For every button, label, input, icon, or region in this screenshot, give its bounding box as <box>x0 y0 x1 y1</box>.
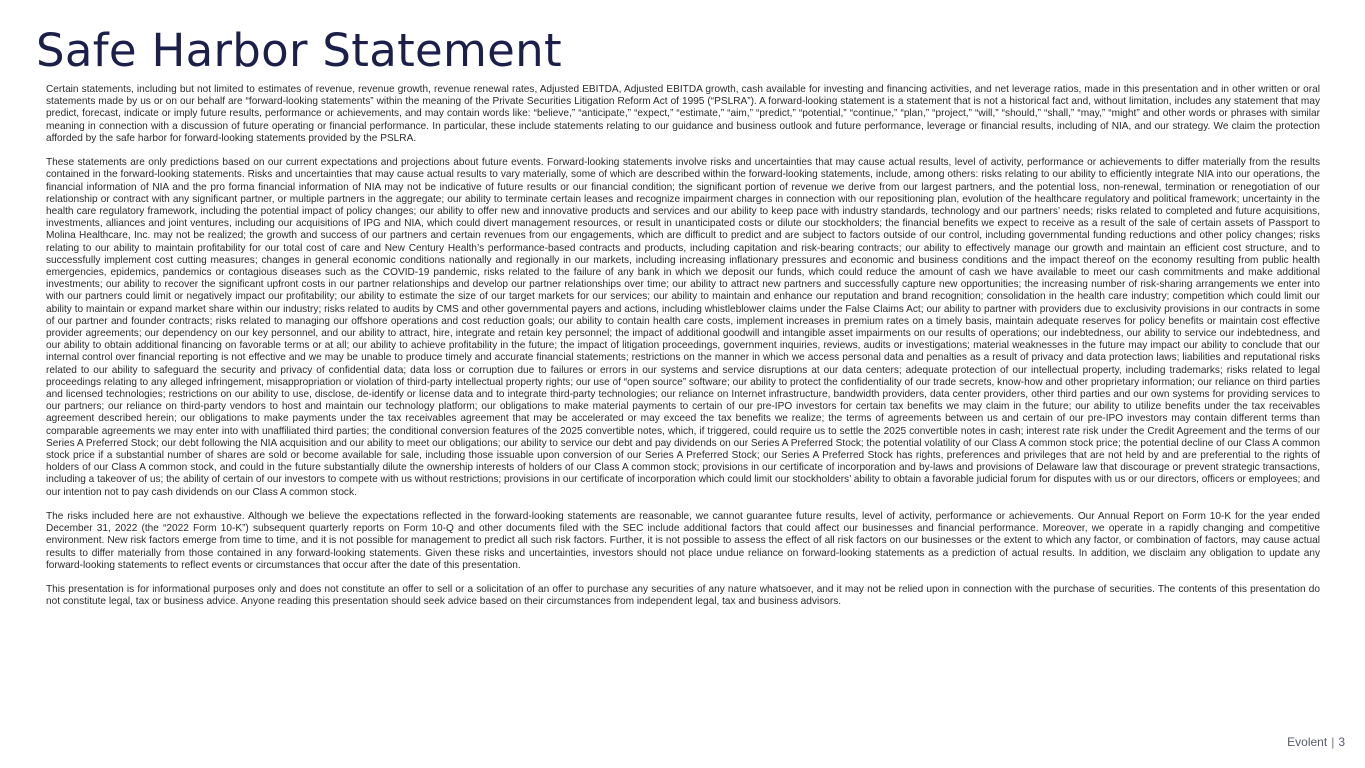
safe-harbor-body <box>46 84 1320 609</box>
slide-footer <box>1287 735 1345 749</box>
footer-separator: | <box>1331 735 1335 749</box>
page-title: Safe Harbor Statement <box>36 24 562 77</box>
paragraph-risks-and-uncertainties: These statements are only predictions based on our current expectations and projections about future events. Forward-looking statements involve risks and uncertainties that may cause actual results, level of activity, performance or achievements to differ materially from the results contained in the forward-looking statements. Risks and uncertainties that may cause actual results to vary materially, some of which are described within the forward-looking statements, include, among others: risks relating to our ability to efficiently integrate NIA into our operations, the financial information of NIA and the pro forma financial information of NIA may not be indicative of future results or our financial condition; the significant portion of revenue we derive from our largest partners, and the potential loss, non-renewal, termination or renegotiation of our relationship or contract with any significant partner, or multiple partners in the aggregate; our ability to terminate certain leases and recognize impairment charges in connection with our repositioning plan, evolution of the healthcare regulatory and political framework; uncertainty in the health care regulatory framework, including the potential impact of policy changes; our ability to offer new and innovative products and services and our ability to keep pace with industry standards, technology and our partners’ needs; risks related to completed and future acquisitions, investments, alliances and joint ventures, including our acquisitions of IPG and NIA, which could divert management resources, or result in unanticipated costs or dilute our stockholders; the financial benefits we expect to receive as a result of the sale of certain assets of Passport to Molina Healthcare, Inc. may not be realized; the growth and success of our partners and certain revenues from our engagements, which are difficult to predict and are subject to factors outside of our control, including governmental funding reductions and other policy changes; risks relating to our ability to maintain profitability for our total cost of care and New Century Health’s performance-based contracts and products, including capitation and risk-bearing contracts; our ability to effectively manage our growth and maintain an efficient cost structure, and to successfully implement cost cutting measures; changes in general economic conditions nationally and regionally in our markets, including increasing inflationary pressures and economic and business conditions and the impact thereof on the economy resulting from public health emergencies, epidemics, pandemics or contagious diseases such as the COVID-19 pandemic, risks related to the failure of any bank in which we deposit our funds, which could reduce the amount of cash we have available to meet our cash commitments and make additional investments; our ability to recover the significant upfront costs in our partner relationships and develop our partner relationships over time; our ability to attract new partners and successfully capture new opportunities; the increasing number of risk-sharing arrangements we enter into with our partners could limit or negatively impact our profitability; our ability to estimate the size of our target markets for our services; our ability to maintain and enhance our reputation and brand recognition; consolidation in the health care industry; competition which could limit our ability to maintain or expand market share within our industry; risks related to audits by CMS and other governmental payers and actions, including whistleblower claims under the False Claims Act; our ability to partner with providers due to exclusivity provisions in our contracts in some of our partner and founder contracts; risks related to managing our offshore operations and cost reduction goals; our ability to contain health care costs, implement increases in premium rates on a timely basis, maintain adequate reserves for policy benefits or maintain cost effective provider agreements; our dependency on our key personnel, and our ability to attract, hire, integrate and retain key personnel; the impact of additional goodwill and intangible asset impairments on our results of operations; our indebtedness, our ability to service our indebtedness, and our ability to obtain additional financing on favorable terms or at all; our ability to achieve profitability in the future; the impact of litigation proceedings, government inquiries, reviews, audits or investigations; material weaknesses in the future may impact our ability to conclude that our internal control over financial reporting is not effective and we may be unable to produce timely and accurate financial statements; restrictions on the manner in which we access personal data and penalties as a result of privacy and data protection laws; liabilities and reputational risks related to our ability to safeguard the security and privacy of confidential data; data loss or corruption due to failures or errors in our systems and service disruptions at our data centers; adequate protection of our intellectual property, including trademarks; risks related to legal proceedings relating to any alleged infringement, misappropriation or violation of third-party intellectual property rights; our use of “open source” software; our ability to protect the confidentiality of our trade secrets, know-how and other proprietary information; our reliance on third parties and licensed technologies; restrictions on our ability to use, disclose, de-identify or license data and to integrate third-party technologies; our reliance on Internet infrastructure, bandwidth providers, data center providers, other third parties and our own systems for providing services to our partners; our reliance on third-party vendors to host and maintain our technology platform; our obligations to make material payments to certain of our pre-IPO investors for certain tax benefits we may claim in the future; our ability to utilize benefits under the tax receivables agreement described herein; our obligations to make payments under the tax receivables agreement that may be accelerated or may exceed the tax benefits we realize; the terms of agreements between us and certain of our pre-IPO investors may contain different terms than comparable agreements we may enter into with unaffiliated third parties; the conditional conversion features of the 2025 convertible notes, which, if triggered, could require us to settle the 2025 convertible notes in cash; interest rate risk under the Credit Agreement and the terms of our Series A Preferred Stock; our debt following the NIA acquisition and our ability to meet our obligations; our ability to service our debt and pay dividends on our Series A Preferred Stock; the potential volatility of our Class A common stock price; the potential decline of our Class A common stock price if a substantial number of shares are sold or become available for sale, including those issuable upon conversion of our Series A Preferred Stock; our Series A Preferred Stock has rights, preferences and privileges that are not held by and are preferential to the rights of holders of our Class A common stock, and could in the future substantially dilute the ownership interests of holders of our Class A common stock; provisions in our certificate of incorporation and by-laws and provisions of Delaware law that discourage or prevent strategic transactions, including a takeover of us; the ability of certain of our investors to compete with us without restrictions; provisions in our certificate of incorporation which could limit our stockholders’ ability to obtain a favorable judicial forum for disputes with us or our directors, officers or employees; and our intention not to pay cash dividends on our Class A common stock. <box>46 157 1320 498</box>
page-number: 3 <box>1338 735 1345 749</box>
paragraph-forward-looking-definition: Certain statements, including but not limited to estimates of revenue, revenue growth, revenue renewal rates, Adjusted EBITDA, Adjusted EBITDA growth, cash available for investing and financing activities, and net leverage ratios, made in this presentation and in other written or oral statements made by us or on our behalf are “forward-looking statements” within the meaning of the Private Securities Litigation Reform Act of 1995 (“PSLRA”). A forward-looking statement is a statement that is not a historical fact and, without limitation, includes any statement that may predict, forecast, indicate or imply future results, performance or achievements, and may contain words like: “believe,” “anticipate,” “expect,” “estimate,” “aim,” “predict,” “potential,” “continue,” “plan,” “project,” “will,” “should,” “shall,” “may,” “might” and other words or phrases with similar meaning in connection with a discussion of future operating or financial performance. In particular, these include statements relating to our guidance and business outlook and future performance, leverage or financial results, including of NIA, and our strategy. We claim the protection afforded by the safe harbor for forward-looking statements provided by the PSLRA. <box>46 84 1320 144</box>
paragraph-risks-not-exhaustive: The risks included here are not exhaustive. Although we believe the expectations reflected in the forward-looking statements are reasonable, we cannot guarantee future results, level of activity, performance or achievements. Our Annual Report on Form 10-K for the year ended December 31, 2022 (the “2022 Form 10-K”) subsequent quarterly reports on Form 10-Q and other documents filed with the SEC include additional factors that could affect our businesses and financial performance. Moreover, we operate in a rapidly changing and competitive environment. New risk factors emerge from time to time, and it is not possible for management to predict all such risk factors. Further, it is not possible to assess the effect of all risk factors on our businesses or the extent to which any factor, or combination of factors, may cause actual results to differ materially from those contained in any forward-looking statements. Given these risks and uncertainties, investors should not place undue reliance on forward-looking statements as a prediction of actual results. In addition, we disclaim any obligation to update any forward-looking statements to reflect events or circumstances that occur after the date of this presentation. <box>46 511 1320 571</box>
paragraph-informational-purposes: This presentation is for informational purposes only and does not constitute an offer to sell or a solicitation of an offer to purchase any securities of any nature whatsoever, and it may not be relied upon in connection with the purchase of securities. The contents of this presentation do not constitute legal, tax or business advice. Anyone reading this presentation should seek advice based on their circumstances from independent legal, tax and business advisors. <box>46 584 1320 608</box>
footer-brand: Evolent <box>1287 735 1328 749</box>
